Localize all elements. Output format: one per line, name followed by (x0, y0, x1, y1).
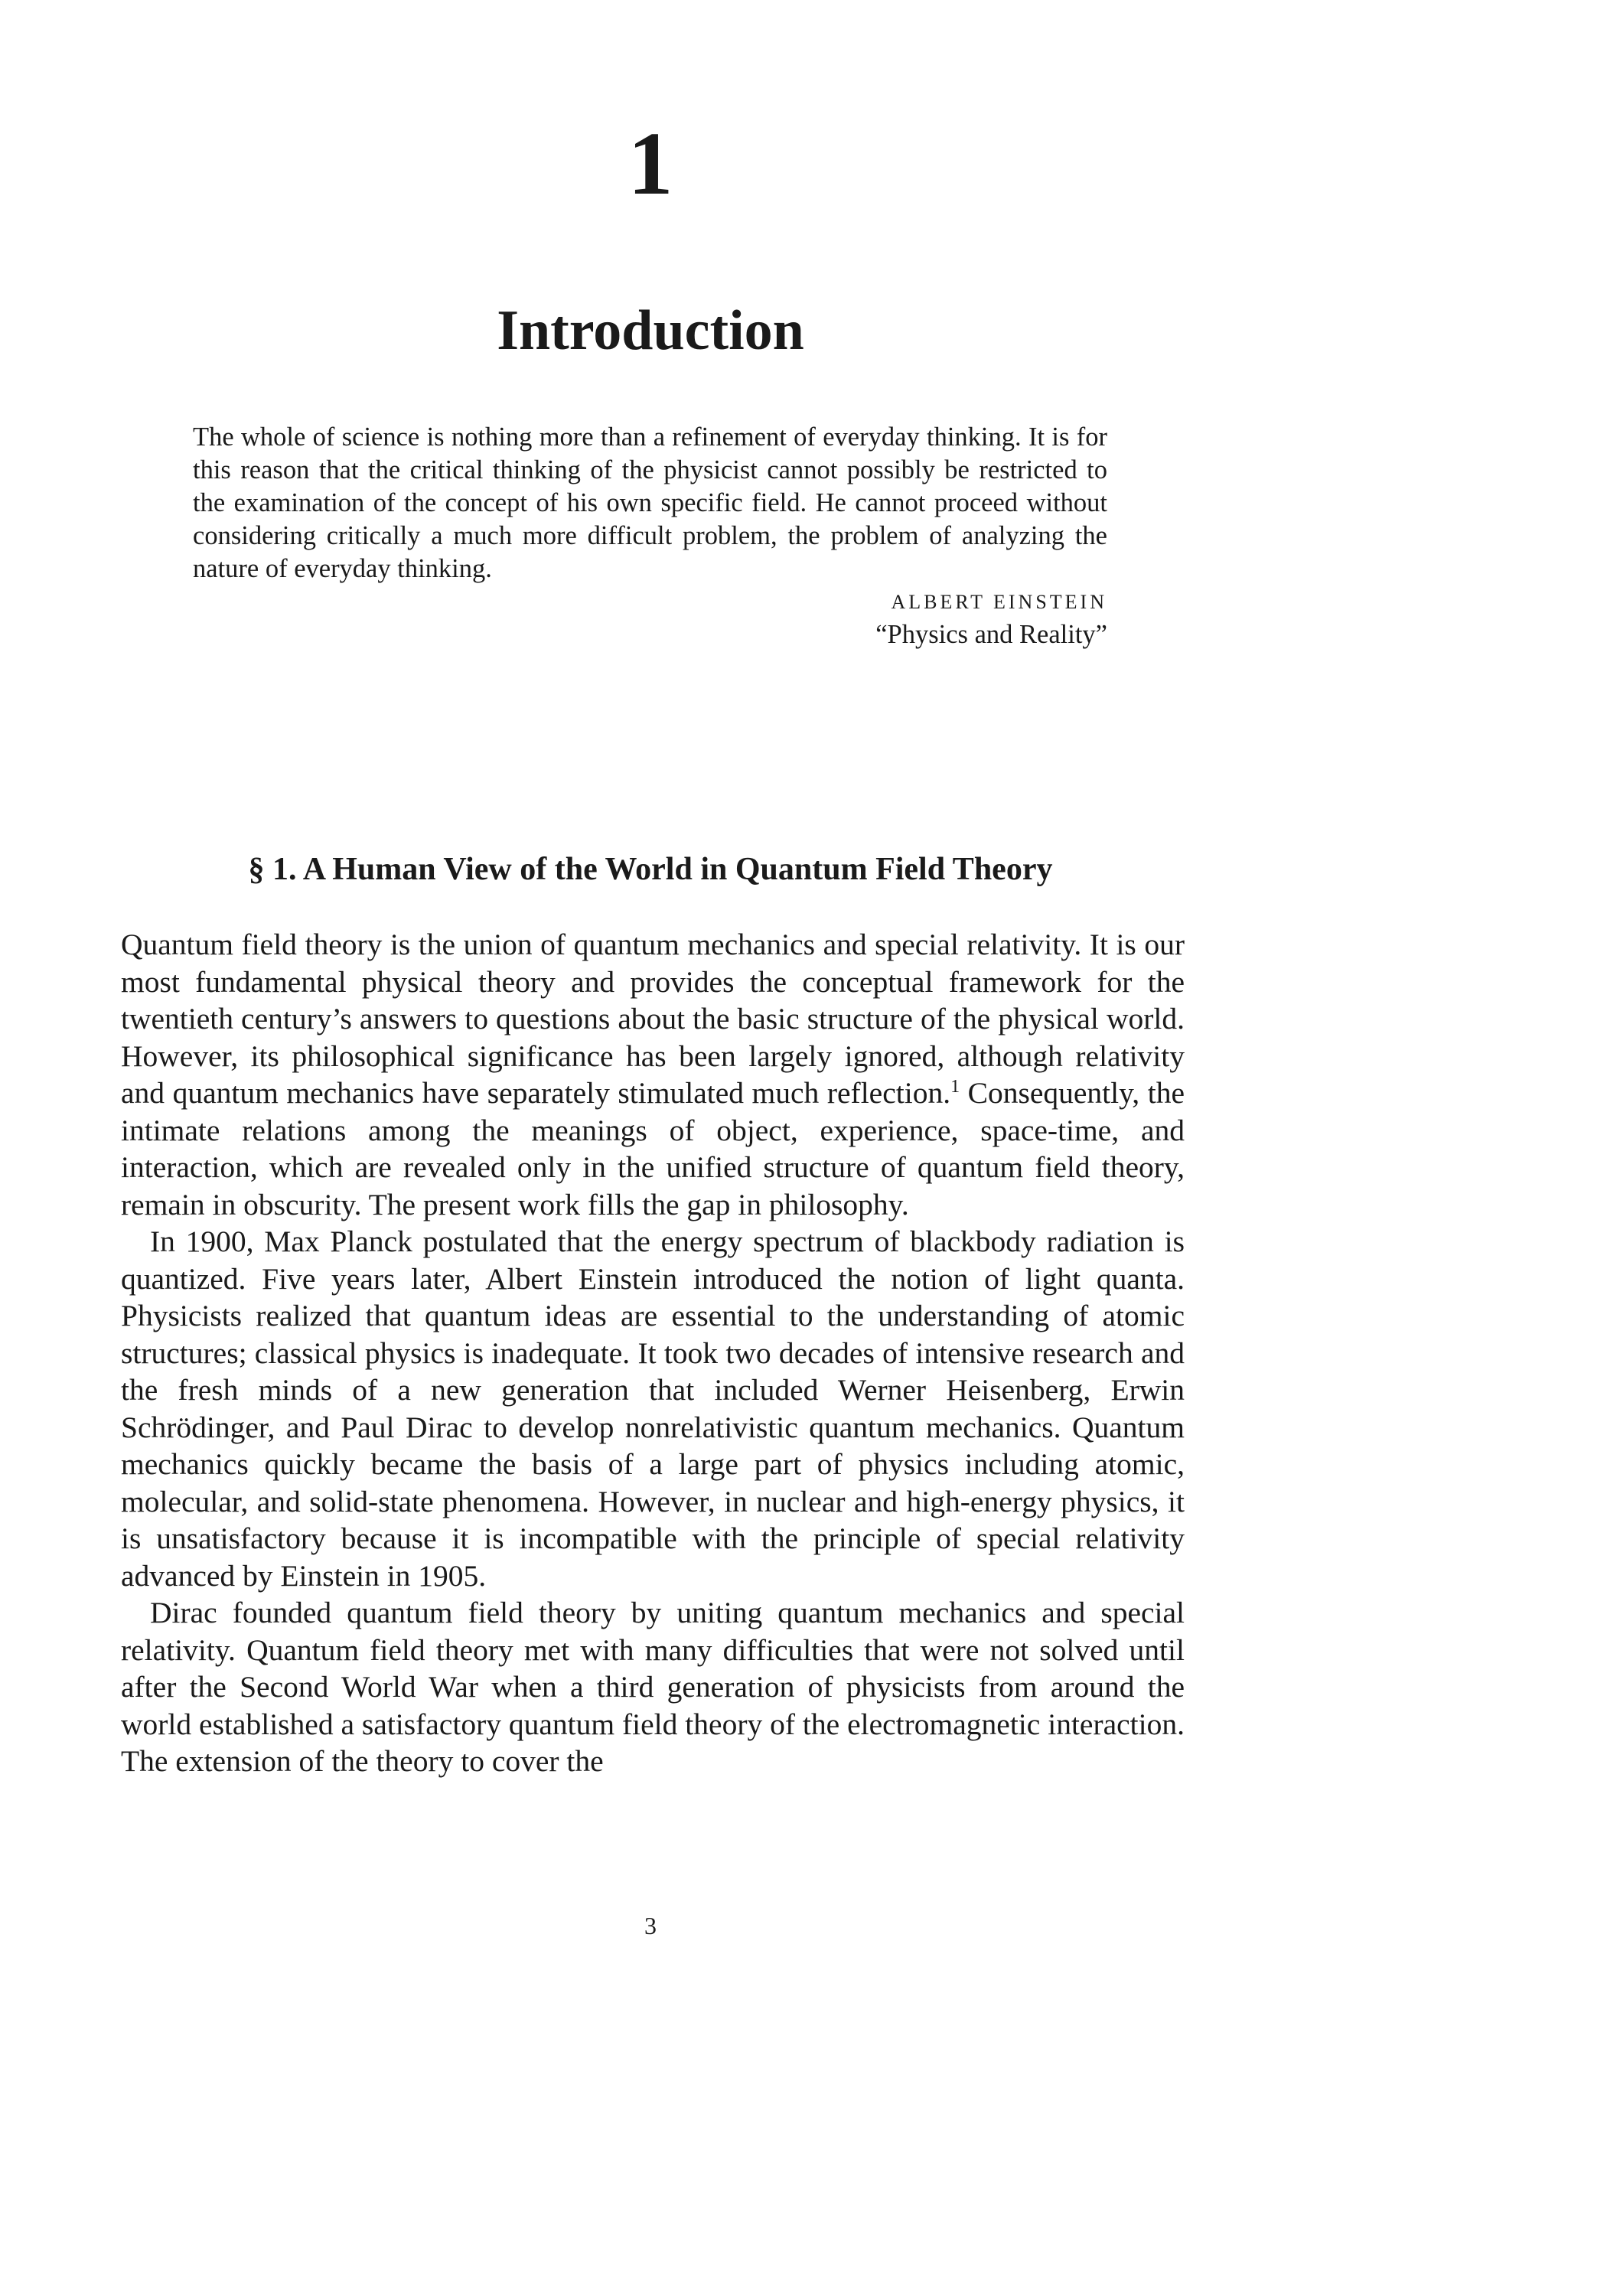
page-number: 3 (644, 1912, 657, 1939)
body-text (121, 926, 1185, 1780)
paragraph-3: Dirac founded quantum field theory by uniting quantum mechanics and special relativity. Quantum field theory met with many difficulties that were not solved until after the Second World War when a third generation of physicists from around the world established a satisfactory quantum field theory of the electromagnetic interaction. The extension of the theory to cover the (121, 1596, 1185, 1778)
chapter-number: 1 (627, 113, 673, 214)
epigraph (193, 421, 1107, 651)
epigraph-author: ALBERT EINSTEIN (891, 591, 1107, 613)
epigraph-work-title: “Physics and Reality” (875, 620, 1107, 649)
paragraph-1-text-a: Quantum field theory is the union of quantum mechanics and special relativity. It is our most fundamental physical theory and provides the conceptual framework for the twentieth century’s answers to questions about the basic structure of the physical world. However, its philosophical significance has been largely ignored, although relativity and quantum mechanics have separately stimulated much reflection. (121, 928, 1185, 1110)
epigraph-quote: The whole of science is nothing more than a refinement of everyday thinking. It is for this reason that the critical thinking of the physicist cannot possibly be restricted to the examination of the concept of his own specific field. He cannot proceed without considering critically a much more difficult problem, the problem of analyzing the nature of everyday thinking. (193, 422, 1107, 583)
paragraph-1-text-b: Consequently, the intimate relations among the meanings of object, experience, space-time, and interaction, which are revealed only in the unified structure of quantum field theory, remain in obscurity. The present work fills the gap in philosophy. (121, 1076, 1185, 1221)
section-heading: § 1. A Human View of the World in Quantum Field Theory (248, 852, 1053, 887)
footnote-marker[interactable]: 1 (950, 1076, 960, 1097)
paragraph-1 (121, 926, 1185, 1223)
paragraph-2: In 1900, Max Planck postulated that the energy spectrum of blackbody radiation is quantized. Five years later, Albert Einstein introduced the notion of light quanta. Physicists realized that quantum ideas are essential to the understanding of atomic structures; classical physics is inadequate. It took two decades of intensive research and the fresh minds of a new generation that included Werner Heisenberg, Erwin Schrödinger, and Paul Dirac to develop nonrelativistic quantum mechanics. Quantum mechanics quickly became the basis of a large part of physics including atomic, molecular, and solid-state phenomena. However, in nuclear and high-energy physics, it is unsatisfactory because it is incompatible with the principle of special relativity advanced by Einstein in 1905. (121, 1225, 1185, 1593)
chapter-title: Introduction (497, 299, 804, 362)
